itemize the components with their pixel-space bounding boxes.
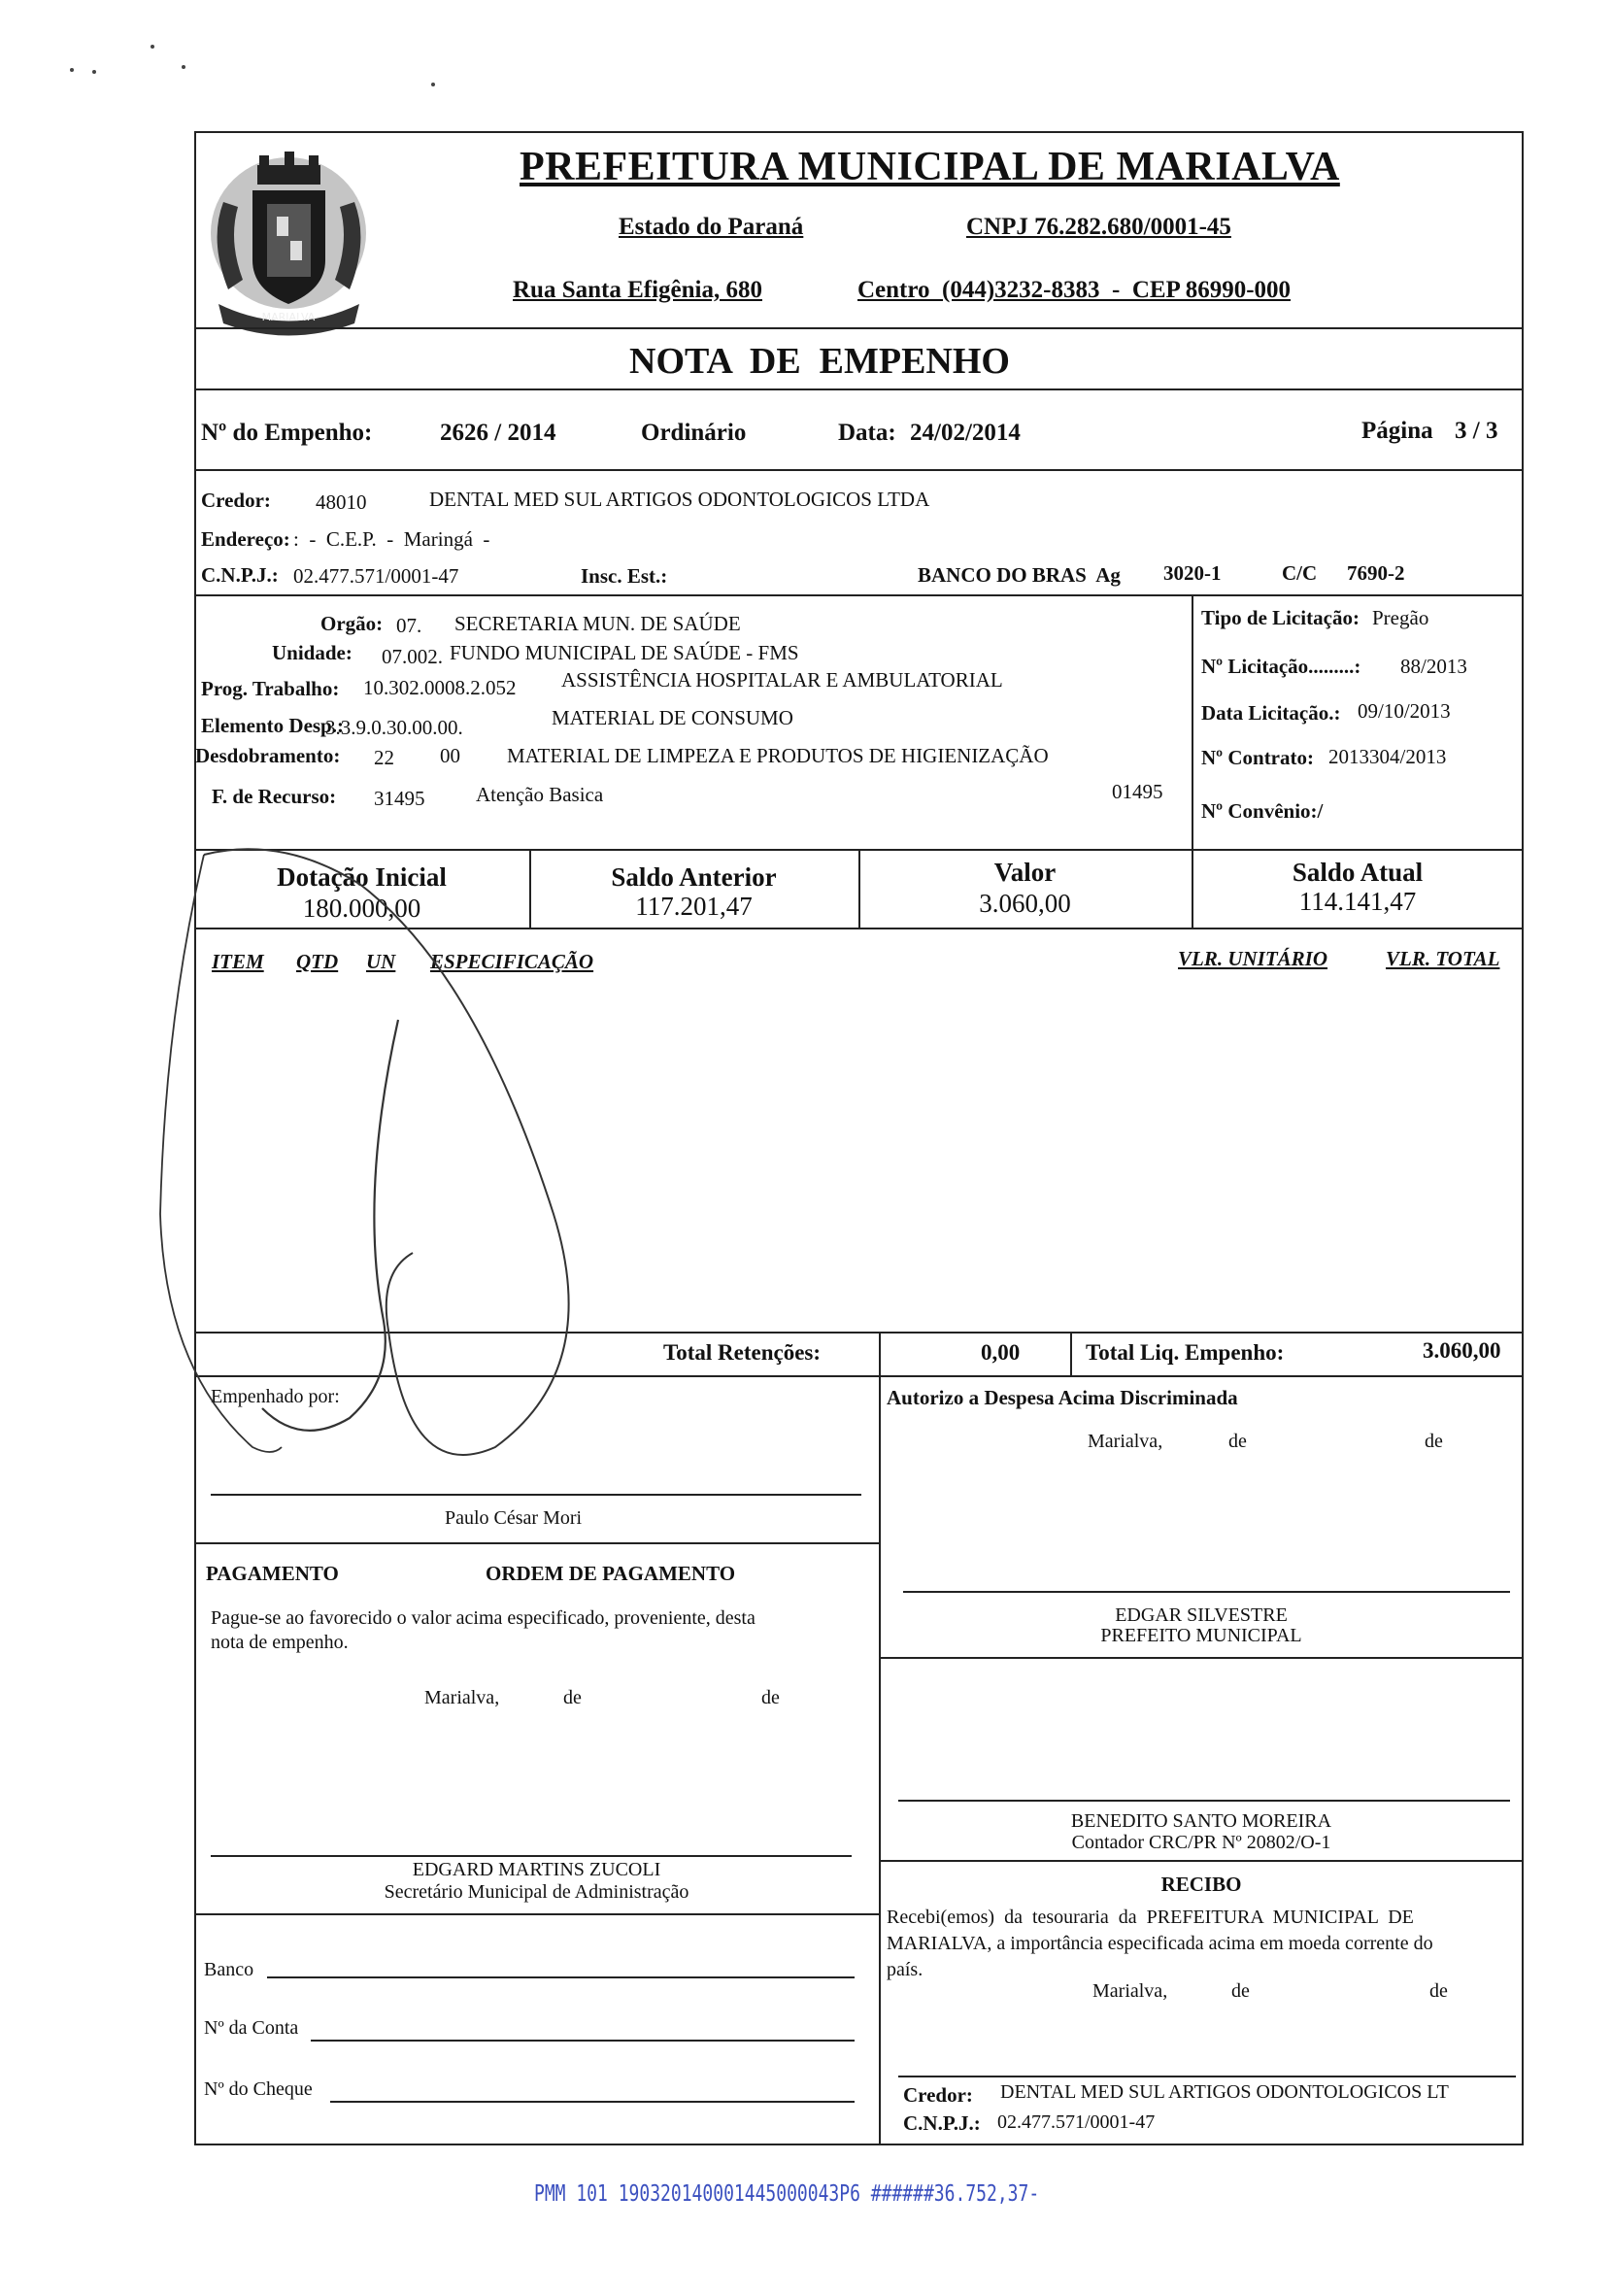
document-title: NOTA DE EMPENHO [629, 341, 1010, 382]
ordem-pagamento-label: ORDEM DE PAGAMENTO [486, 1562, 736, 1585]
col-especificacao: ESPECIFICAÇÃO [430, 950, 594, 973]
num-licitacao-value: 88/2013 [1400, 655, 1467, 678]
autorizo-label: Autorizo a Despesa Acima Discriminada [887, 1386, 1238, 1409]
dotacao-label: Dotação Inicial [277, 862, 447, 892]
endereco-value: : - C.E.P. - Maringá - [293, 527, 490, 551]
signature-line [211, 1494, 861, 1496]
signature-line [211, 1855, 852, 1857]
col-item: ITEM [212, 950, 264, 973]
orgao-name: SECRETARIA MUN. DE SAÚDE [454, 612, 741, 635]
divider [194, 594, 1524, 596]
dotacao-value: 180.000,00 [302, 894, 421, 923]
recibo-cnpj-label: C.N.P.J.: [903, 2111, 981, 2135]
empenho-type: Ordinário [641, 420, 747, 446]
recibo-title: RECIBO [1160, 1873, 1242, 1896]
divider [194, 327, 1524, 329]
elemento-code: 3.3.9.0.30.00.00. [325, 716, 463, 739]
fonte-recurso-label: F. de Recurso: [212, 785, 337, 808]
recibo-text-1: Recebi(emos) da tesouraria da PREFEITURA MUNICIPAL DE [887, 1907, 1414, 1928]
cnpj-value: 02.477.571/0001-47 [293, 564, 459, 588]
fonte-recurso-code: 31495 [374, 787, 425, 810]
prog-trabalho-code: 10.302.0008.2.052 [363, 676, 517, 699]
contrato-value: 2013304/2013 [1328, 745, 1447, 768]
desdobramento-code: 22 [374, 746, 394, 769]
total-liq-value: 3.060,00 [1423, 1338, 1501, 1363]
svg-text:MARIALVA: MARIALVA [261, 311, 316, 323]
desdobramento-label: Desdobramento: [195, 744, 341, 767]
recibo-credor-label: Credor: [903, 2083, 973, 2107]
desdobramento-name: MATERIAL DE LIMPEZA E PRODUTOS DE HIGIENIZAÇÃO [507, 744, 1049, 767]
bank-agency: 3020-1 [1163, 561, 1222, 585]
signature-line [898, 2076, 1516, 2077]
autorizo-de-2: de [1425, 1431, 1443, 1452]
total-retencoes-value: 0,00 [981, 1340, 1021, 1365]
unidade-label: Unidade: [272, 641, 353, 664]
contador-name: BENEDITO SANTO MOREIRA [1070, 1810, 1332, 1832]
elemento-label: Elemento Desp.: [201, 714, 344, 737]
insc-est-label: Insc. Est.: [581, 564, 668, 588]
saldo-anterior-value: 117.201,47 [635, 892, 753, 921]
cheque-field[interactable] [330, 2101, 855, 2103]
col-vlr-total: VLR. TOTAL [1386, 947, 1500, 970]
data-licitacao-label: Data Licitação.: [1201, 701, 1341, 725]
cc-value: 7690-2 [1347, 561, 1405, 585]
empenho-date: 24/02/2014 [910, 420, 1021, 446]
contrato-label: Nº Contrato: [1201, 746, 1314, 769]
empenhado-name: Paulo César Mori [445, 1507, 583, 1529]
signature-line [898, 1800, 1510, 1802]
saldo-atual-value: 114.141,47 [1298, 887, 1417, 916]
divider [194, 1542, 879, 1544]
prefeito-title: PREFEITO MUNICIPAL [1100, 1625, 1302, 1646]
prog-trabalho-label: Prog. Trabalho: [201, 677, 340, 700]
pagamento-label: PAGAMENTO [206, 1562, 339, 1585]
recibo-credor-name: DENTAL MED SUL ARTIGOS ODONTOLOGICOS LT [1000, 2081, 1449, 2103]
empenho-date-label: Data: [838, 420, 896, 446]
address-contact: Centro (044)3232-8383 - CEP 86990-000 [857, 277, 1292, 303]
divider [879, 1332, 881, 1375]
divider [879, 1657, 1524, 1659]
recibo-text-2: MARIALVA, a importância especificada acima em moeda corrente do [887, 1933, 1433, 1954]
divider [194, 1913, 879, 1915]
empenhado-por-label: Empenhado por: [211, 1386, 340, 1407]
fonte-recurso-number: 01495 [1112, 780, 1163, 803]
conta-field[interactable] [311, 2040, 855, 2042]
pagamento-text-2: nota de empenho. [211, 1632, 349, 1653]
col-qtd: QTD [296, 950, 339, 973]
fonte-recurso-name: Atenção Basica [476, 783, 604, 806]
address-street: Rua Santa Efigênia, 680 [513, 277, 762, 303]
num-licitacao-label: Nº Licitação.........: [1201, 655, 1361, 678]
bank-name: BANCO DO BRAS Ag [918, 563, 1121, 587]
divider [879, 1375, 881, 2145]
recibo-de-1: de [1231, 1980, 1250, 2002]
tipo-licitacao-label: Tipo de Licitação: [1201, 606, 1360, 629]
handwritten-signature [146, 826, 651, 1467]
recibo-city: Marialva, [1092, 1980, 1168, 2002]
recibo-text-3: país. [887, 1959, 924, 1980]
credor-name: DENTAL MED SUL ARTIGOS ODONTOLOGICOS LTDA [429, 488, 930, 511]
endereco-label: Endereço: [201, 527, 290, 551]
col-vlr-unitario: VLR. UNITÁRIO [1178, 947, 1328, 970]
cnpj-header: CNPJ 76.282.680/0001-45 [966, 214, 1231, 240]
data-licitacao-value: 09/10/2013 [1358, 699, 1451, 723]
pagamento-city: Marialva, [424, 1687, 500, 1708]
empenho-number-label: Nº do Empenho: [201, 420, 373, 446]
divider [194, 469, 1524, 471]
unidade-name: FUNDO MUNICIPAL DE SAÚDE - FMS [450, 641, 799, 664]
empenho-number: 2626 / 2014 [440, 420, 556, 446]
divider [879, 1860, 1524, 1862]
conta-label: Nº da Conta [204, 2017, 299, 2039]
autorizo-city: Marialva, [1088, 1431, 1163, 1452]
divider [1070, 1332, 1072, 1375]
divider [1192, 594, 1193, 849]
banco-field[interactable] [267, 1976, 855, 1978]
recibo-cnpj-value: 02.477.571/0001-47 [997, 2111, 1156, 2133]
autorizo-de-1: de [1228, 1431, 1247, 1452]
banco-label: Banco [204, 1959, 254, 1980]
municipal-coat-of-arms-logo [199, 144, 379, 338]
cc-label: C/C [1282, 561, 1318, 585]
saldo-anterior-label: Saldo Anterior [611, 862, 777, 892]
elemento-name: MATERIAL DE CONSUMO [552, 706, 793, 729]
authentication-stamp: PMM 101 190320140001445000043P6 ######36.752,37- [534, 2180, 1040, 2208]
prefeitura-title: PREFEITURA MUNICIPAL DE MARIALVA [520, 145, 1340, 189]
page-number: 3 / 3 [1455, 418, 1498, 444]
credor-code: 48010 [316, 490, 367, 514]
pagamento-text-1: Pague-se ao favorecido o valor acima especificado, proveniente, desta [211, 1607, 756, 1629]
orgao-label: Orgão: [320, 612, 384, 635]
secretario-title: Secretário Municipal de Administração [384, 1881, 689, 1903]
total-retencoes-label: Total Retenções: [663, 1340, 822, 1365]
valor-value: 3.060,00 [979, 889, 1071, 918]
orgao-code: 07. [396, 614, 422, 637]
valor-label: Valor [993, 858, 1057, 887]
pagamento-de-2: de [761, 1687, 780, 1708]
credor-label: Credor: [201, 489, 271, 512]
desdobramento-sub: 00 [440, 744, 460, 767]
unidade-code: 07.002. [382, 645, 443, 668]
signature-line [903, 1591, 1510, 1593]
col-un: UN [366, 950, 396, 973]
saldo-atual-label: Saldo Atual [1292, 858, 1424, 887]
page-label: Página [1361, 418, 1433, 444]
pagamento-de-1: de [563, 1687, 582, 1708]
contador-title: Contador CRC/PR Nº 20802/O-1 [1071, 1832, 1331, 1853]
secretario-name: EDGARD MARTINS ZUCOLI [412, 1859, 661, 1880]
state-label: Estado do Paraná [619, 214, 804, 240]
recibo-de-2: de [1429, 1980, 1448, 2002]
divider [194, 388, 1524, 390]
prefeito-name: EDGAR SILVESTRE [1115, 1604, 1288, 1626]
total-liq-label: Total Liq. Empenho: [1086, 1340, 1285, 1365]
tipo-licitacao-value: Pregão [1372, 606, 1429, 629]
cheque-label: Nº do Cheque [204, 2078, 313, 2100]
convenio-label: Nº Convênio:/ [1201, 799, 1324, 823]
prog-trabalho-name: ASSISTÊNCIA HOSPITALAR E AMBULATORIAL [561, 668, 1003, 692]
cnpj-label: C.N.P.J.: [201, 563, 279, 587]
